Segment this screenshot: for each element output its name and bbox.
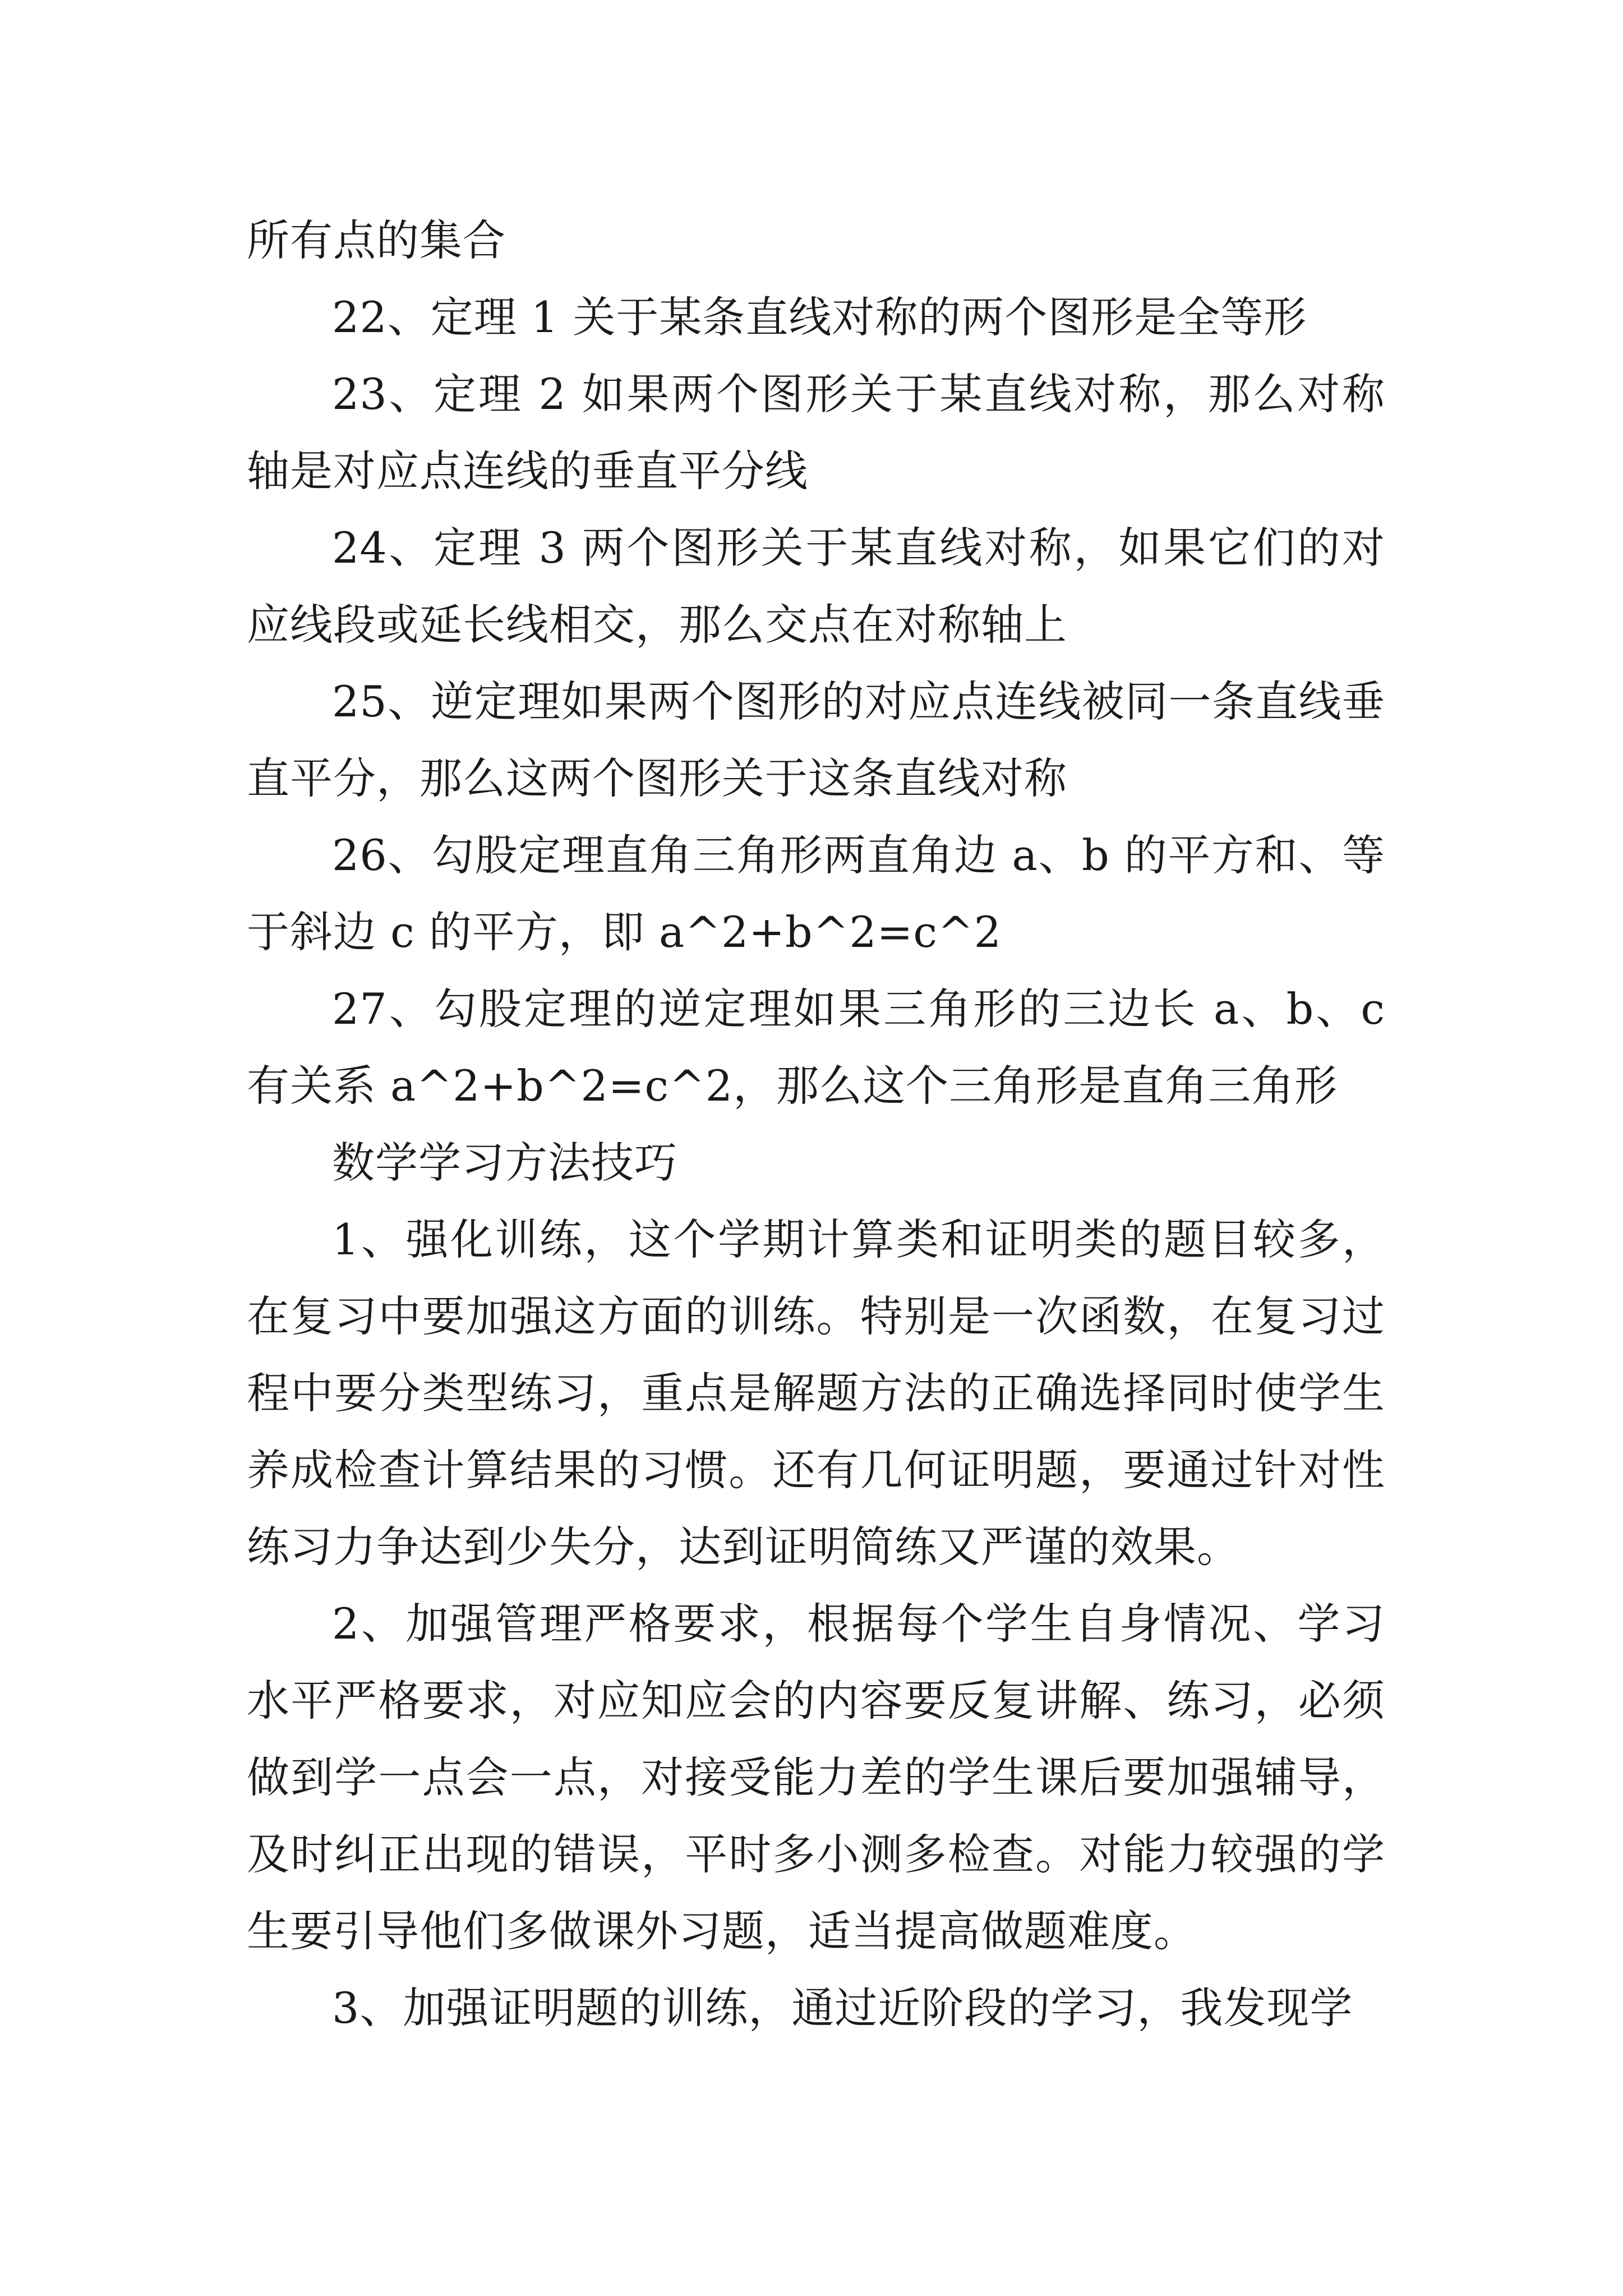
paragraph-theorem-27: 27、勾股定理的逆定理如果三角形的三边长 a、b、c 有关系 a^2+b^2=c^2，那么这个三角形是直角三角形 <box>247 984 1385 1111</box>
paragraph-tip-3: 3、加强证明题的训练，通过近阶段的学习，我发现学 <box>332 1983 1353 2033</box>
paragraph-tip-1: 1、强化训练，这个学期计算类和证明类的题目较多，在复习中要加强这方面的训练。特别是一次函数，在复习过程中要分类型练习，重点是解题方法的正确选择同时使学生养成检查计算结果的习惯。还有几何证明题，要通过针对性练习力争达到少失分，达到证明简练又严谨的效果。 <box>247 1214 1385 1572</box>
paragraph-theorem-24: 24、定理 3 两个图形关于某直线对称，如果它们的对应线段或延长线相交，那么交点在对称轴上 <box>247 523 1385 650</box>
paragraph-tip-2: 2、加强管理严格要求，根据每个学生自身情况、学习水平严格要求，对应知应会的内容要反复讲解、练习，必须做到学一点会一点，对接受能力差的学生课后要加强辅导，及时纠正出现的错误，平时多小测多检查。对能力较强的学生要引导他们多做课外习题，适当提高做题难度。 <box>247 1599 1385 1956</box>
document-body <box>247 202 1385 2046</box>
paragraph-theorem-25: 25、逆定理如果两个图形的对应点连线被同一条直线垂直平分，那么这两个图形关于这条直线对称 <box>247 677 1385 803</box>
section-heading: 数学学习方法技巧 <box>332 1138 677 1188</box>
paragraph-theorem-23: 23、定理 2 如果两个图形关于某直线对称，那么对称轴是对应点连线的垂直平分线 <box>247 369 1385 496</box>
paragraph-theorem-22: 22、定理 1 关于某条直线对称的两个图形是全等形 <box>332 292 1307 342</box>
paragraph-theorem-26: 26、勾股定理直角三角形两直角边 a、b 的平方和、等于斜边 c 的平方，即 a^2+b^2=c^2 <box>247 830 1385 957</box>
paragraph-continuation: 所有点的集合 <box>247 215 506 265</box>
